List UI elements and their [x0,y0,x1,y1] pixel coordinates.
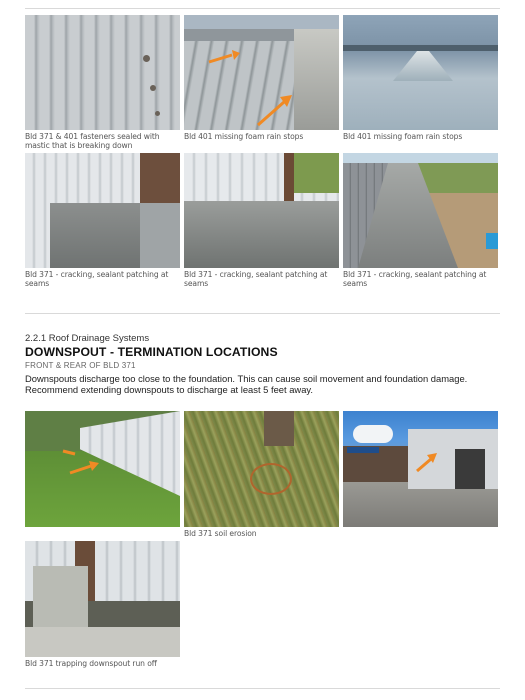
section-divider [25,313,500,314]
caption-photo-3: Bld 401 missing foam rain stops [343,132,463,141]
photo-cracking-seams-2 [184,153,339,268]
section-number: 2.2.1 Roof Drainage Systems [25,333,150,344]
photo-front-building [343,411,498,527]
arrow-icon [343,411,498,527]
section-subtitle: FRONT & REAR OF BLD 371 [25,361,136,370]
photo-cracking-seams-3 [343,153,498,268]
photo-trapping-downspout [25,541,180,657]
caption-photo-8: Bld 371 soil erosion [184,529,257,538]
photo-downspout-rear [25,411,180,527]
caption-photo-10: Bld 371 trapping downspout run off [25,659,157,668]
photo-soil-erosion [184,411,339,527]
photo-missing-rain-stops-1 [184,15,339,130]
caption-photo-4: Bld 371 - cracking, sealant patching at seams [25,270,169,288]
caption-photo-1: Bld 371 & 401 fasteners sealed with mastic that is breaking down [25,132,160,150]
caption-photo-5: Bld 371 - cracking, sealant patching at seams [184,270,328,288]
photo-cracking-seams-1 [25,153,180,268]
caption-photo-6: Bld 371 - cracking, sealant patching at seams [343,270,487,288]
arrow-icon [25,411,180,527]
section-title: DOWNSPOUT - TERMINATION LOCATIONS [25,345,278,359]
footer-divider [25,688,500,689]
caption-photo-2: Bld 401 missing foam rain stops [184,132,304,141]
photo-fasteners-mastic [25,15,180,130]
section-description: Downspouts discharge too close to the foundation. This can cause soil movement and foundation damage. Recommend extending downspouts to discharge at least 5 feet away. [25,373,468,395]
arrow-icon [184,15,339,130]
photo-missing-rain-stops-2 [343,15,498,130]
top-divider [25,8,500,9]
